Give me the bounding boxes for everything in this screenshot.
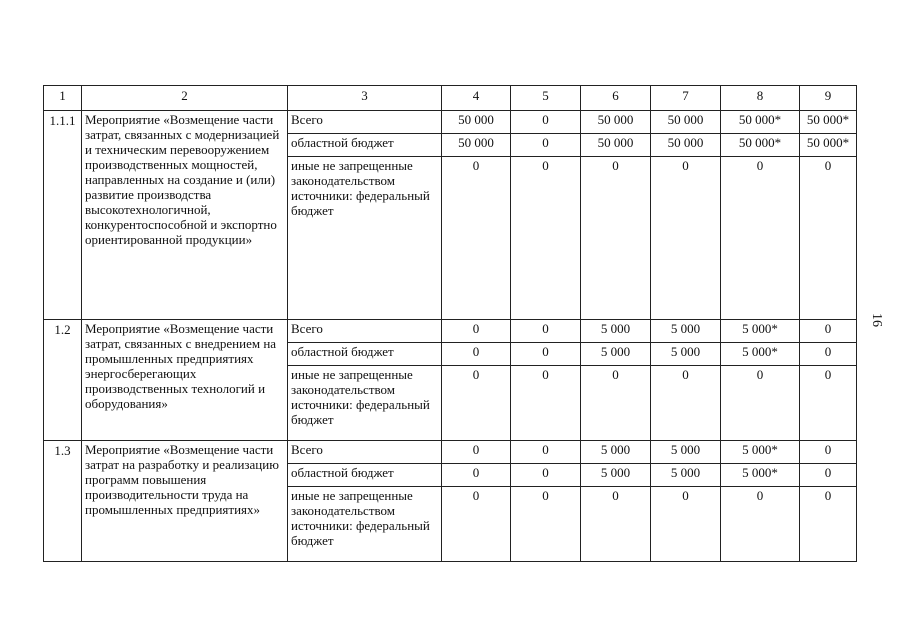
value-cell: 0: [581, 157, 651, 320]
header-cell: 6: [581, 86, 651, 111]
value-cell: 50 000*: [800, 111, 857, 134]
value-cell: 0: [511, 134, 581, 157]
measure-code: 1.2: [44, 320, 82, 441]
value-cell: 50 000: [581, 111, 651, 134]
value-cell: 5 000: [651, 343, 721, 366]
table-header-row: [44, 86, 857, 111]
measure-name: Мероприятие «Возмещение части затрат, связанных с модернизацией и техническим перевооружением производственных мощностей, направленных на создание и (или) развитие производства высокотехнологичной, конкурентоспособной и экспортно ориентированной продукции»: [82, 111, 288, 320]
value-cell: 50 000: [651, 111, 721, 134]
value-cell: 0: [511, 464, 581, 487]
header-cell: 3: [288, 86, 442, 111]
header-cell: 8: [721, 86, 800, 111]
value-cell: 5 000: [581, 320, 651, 343]
value-cell: 5 000: [651, 464, 721, 487]
value-cell: 0: [721, 487, 800, 562]
value-cell: 50 000: [651, 134, 721, 157]
value-cell: 0: [651, 487, 721, 562]
source-label: областной бюджет: [288, 343, 442, 366]
source-label: Всего: [288, 441, 442, 464]
value-cell: 0: [581, 366, 651, 441]
value-cell: 0: [511, 366, 581, 441]
value-cell: 0: [442, 366, 511, 441]
value-cell: 0: [442, 157, 511, 320]
source-label: областной бюджет: [288, 134, 442, 157]
value-cell: 0: [800, 157, 857, 320]
source-label: Всего: [288, 111, 442, 134]
value-cell: 0: [800, 487, 857, 562]
header-cell: 5: [511, 86, 581, 111]
value-cell: 0: [511, 487, 581, 562]
header-cell: 4: [442, 86, 511, 111]
value-cell: 0: [800, 464, 857, 487]
value-cell: 0: [651, 157, 721, 320]
measure-name: Мероприятие «Возмещение части затрат на разработку и реализацию программ повышения производительности труда на промышленных предприятиях»: [82, 441, 288, 562]
value-cell: 0: [800, 343, 857, 366]
source-label: иные не запрещенные законодательством источники: федеральный бюджет: [288, 487, 442, 562]
value-cell: 0: [511, 111, 581, 134]
header-cell: 7: [651, 86, 721, 111]
value-cell: 5 000*: [721, 320, 800, 343]
value-cell: 5 000*: [721, 343, 800, 366]
source-label: иные не запрещенные законодательством источники: федеральный бюджет: [288, 157, 442, 320]
table-row: [44, 441, 857, 464]
value-cell: 0: [721, 157, 800, 320]
table-row: [44, 111, 857, 134]
source-label: областной бюджет: [288, 464, 442, 487]
value-cell: 5 000*: [721, 464, 800, 487]
value-cell: 0: [442, 320, 511, 343]
page-number: 16: [869, 313, 884, 327]
value-cell: 50 000: [442, 134, 511, 157]
measure-code: 1.1.1: [44, 111, 82, 320]
measure-name: Мероприятие «Возмещение части затрат, связанных с внедрением на промышленных предприятиях энергосберегающих производственных технологий и оборудования»: [82, 320, 288, 441]
value-cell: 50 000*: [721, 134, 800, 157]
value-cell: 0: [442, 487, 511, 562]
header-cell: 9: [800, 86, 857, 111]
value-cell: 0: [442, 464, 511, 487]
value-cell: 0: [511, 320, 581, 343]
header-cell: 2: [82, 86, 288, 111]
value-cell: 0: [800, 441, 857, 464]
value-cell: 0: [511, 343, 581, 366]
header-cell: 1: [44, 86, 82, 111]
value-cell: 0: [800, 320, 857, 343]
value-cell: 0: [721, 366, 800, 441]
measure-code: 1.3: [44, 441, 82, 562]
value-cell: 0: [511, 157, 581, 320]
value-cell: 0: [442, 343, 511, 366]
value-cell: 0: [581, 487, 651, 562]
value-cell: 50 000*: [800, 134, 857, 157]
value-cell: 0: [442, 441, 511, 464]
value-cell: 50 000: [581, 134, 651, 157]
source-label: Всего: [288, 320, 442, 343]
value-cell: 5 000: [581, 464, 651, 487]
value-cell: 5 000: [651, 441, 721, 464]
value-cell: 5 000*: [721, 441, 800, 464]
source-label: иные не запрещенные законодательством источники: федеральный бюджет: [288, 366, 442, 441]
value-cell: 50 000: [442, 111, 511, 134]
value-cell: 5 000: [581, 441, 651, 464]
value-cell: 50 000*: [721, 111, 800, 134]
value-cell: 0: [800, 366, 857, 441]
value-cell: 0: [651, 366, 721, 441]
value-cell: 5 000: [581, 343, 651, 366]
table-row: [44, 320, 857, 343]
value-cell: 5 000: [651, 320, 721, 343]
budget-table: [43, 85, 857, 562]
value-cell: 0: [511, 441, 581, 464]
